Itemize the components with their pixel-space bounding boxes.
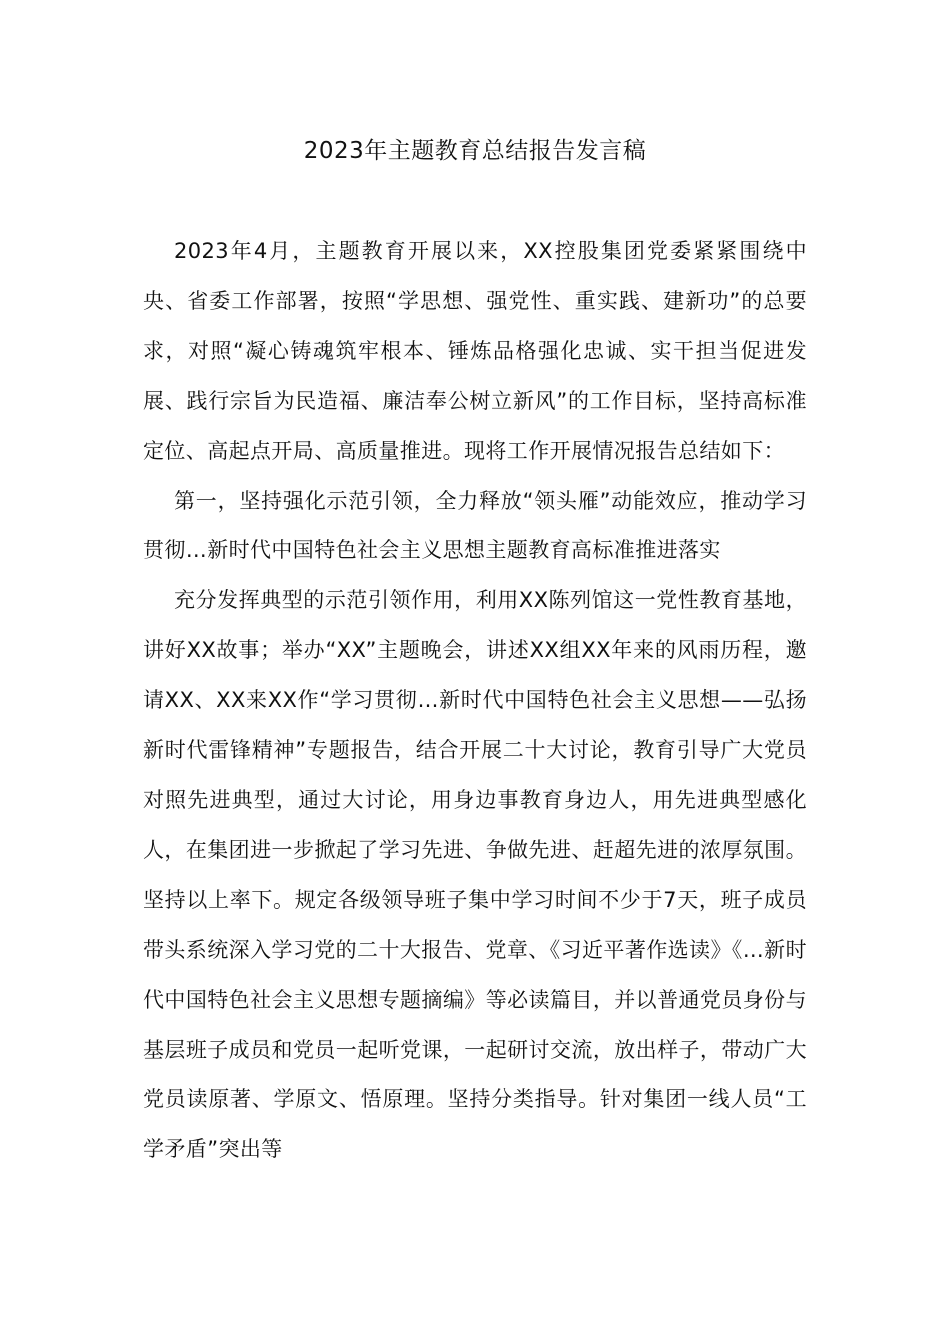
- document-title: 2023年主题教育总结报告发言稿: [303, 138, 647, 164]
- paragraph-intro: 2023年4月，主题教育开展以来，XX控股集团党委紧紧围绕中央、省委工作部署，按照“学思想、强党性、重实践、建新功”的总要求，对照“凝心铸魂筑牢根本、锤炼品格强化忠诚、实干担当促进发展、践行宗旨为民造福、廉洁奉公树立新风”的工作目标，坚持高标准定位、高起点开局、高质量推进。现将工作开展情况报告总结如下：: [143, 239, 807, 463]
- paragraph-section-body: 充分发挥典型的示范引领作用，利用XX陈列馆这一党性教育基地，讲好XX故事；举办“XX”主题晚会，讲述XX组XX年来的风雨历程，邀请XX、XX来XX作“学习贯彻…新时代中国特色社会主义思想——弘扬新时代雷锋精神”专题报告，结合开展二十大讨论，教育引导广大党员对照先进典型，通过大讨论，用身边事教育身边人，用先进典型感化人，在集团进一步掀起了学习先进、争做先进、赶超先进的浓厚氛围。坚持以上率下。规定各级领导班子集中学习时间不少于7天，班子成员带头系统深入学习党的二十大报告、党章、《习近平著作选读》《…新时代中国特色社会主义思想专题摘编》等必读篇目，并以普通党员身份与基层班子成员和党员一起听党课，一起研讨交流，放出样子，带动广大党员读原著、学原文、悟原理。坚持分类指导。针对集团一线人员“工学矛盾”突出等: [143, 588, 807, 1162]
- paragraph-section-heading: 第一，坚持强化示范引领，全力释放“领头雁”动能效应，推动学习贯彻…新时代中国特色社会主义思想主题教育高标准推进落实: [143, 488, 807, 563]
- document-body: [143, 227, 807, 1175]
